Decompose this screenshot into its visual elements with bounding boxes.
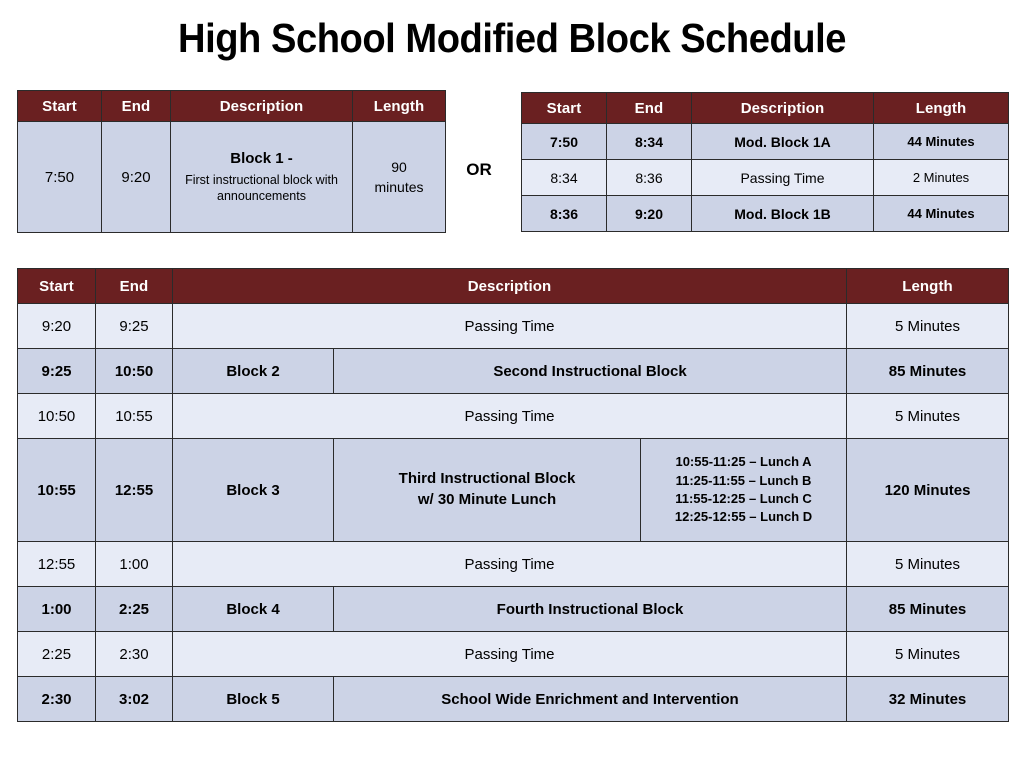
cell-description: Passing Time xyxy=(692,160,874,196)
table-row xyxy=(18,349,1009,394)
cell-end-time: 10:50 xyxy=(96,349,173,394)
column-header-start: Start xyxy=(522,93,607,124)
cell-start-time: 7:50 xyxy=(18,122,102,233)
cell-start-time: 12:55 xyxy=(18,542,96,587)
cell-end-time: 3:02 xyxy=(96,677,173,722)
cell-start-time: 2:30 xyxy=(18,677,96,722)
cell-description: Passing Time xyxy=(173,394,847,439)
table-row xyxy=(18,439,1009,542)
table-header-row xyxy=(18,91,446,122)
cell-end-time: 8:34 xyxy=(607,124,692,160)
cell-length xyxy=(353,122,446,233)
cell-description xyxy=(171,122,353,233)
cell-block-label: Block 5 xyxy=(173,677,334,722)
column-header-length: Length xyxy=(874,93,1009,124)
cell-end-time: 2:25 xyxy=(96,587,173,632)
cell-start-time: 7:50 xyxy=(522,124,607,160)
cell-start-time: 8:36 xyxy=(522,196,607,232)
table-row xyxy=(18,394,1009,439)
block-label: Block 1 - xyxy=(230,150,293,168)
cell-length: 5 Minutes xyxy=(847,542,1009,587)
description-line-2: w/ 30 Minute Lunch xyxy=(417,491,557,508)
cell-description: Passing Time xyxy=(173,542,847,587)
cell-start-time: 8:34 xyxy=(522,160,607,196)
cell-description xyxy=(334,439,641,542)
table-header-row xyxy=(18,269,1009,304)
length-unit: minutes xyxy=(374,179,424,195)
cell-start-time: 9:25 xyxy=(18,349,96,394)
description-line-1: Third Instructional Block xyxy=(398,470,576,488)
modified-block1-table xyxy=(521,92,1009,232)
lunch-d-row: 12:25-12:55 – Lunch D xyxy=(674,509,813,525)
lunch-c-row: 11:55-12:25 – Lunch C xyxy=(675,491,812,506)
cell-start-time: 9:20 xyxy=(18,304,96,349)
cell-end-time: 2:30 xyxy=(96,632,173,677)
table-row xyxy=(18,122,446,233)
cell-length: 85 Minutes xyxy=(847,349,1009,394)
cell-description: Passing Time xyxy=(173,632,847,677)
cell-start-time: 10:55 xyxy=(18,439,96,542)
table-row xyxy=(18,632,1009,677)
cell-length: 2 Minutes xyxy=(874,160,1009,196)
cell-description: Second Instructional Block xyxy=(334,349,847,394)
cell-block-label: Block 3 xyxy=(173,439,334,542)
cell-block-label: Block 2 xyxy=(173,349,334,394)
cell-end-time: 9:20 xyxy=(607,196,692,232)
lunch-b-row: 11:25-11:55 – Lunch B xyxy=(675,472,812,488)
table-row xyxy=(18,542,1009,587)
cell-start-time: 10:50 xyxy=(18,394,96,439)
cell-length: 44 Minutes xyxy=(874,124,1009,160)
cell-description: School Wide Enrichment and Intervention xyxy=(334,677,847,722)
main-schedule-table xyxy=(17,268,1009,722)
column-header-description: Description xyxy=(692,93,874,124)
cell-description: Fourth Instructional Block xyxy=(334,587,847,632)
cell-block-label: Block 4 xyxy=(173,587,334,632)
cell-length: 44 Minutes xyxy=(874,196,1009,232)
cell-start-time: 2:25 xyxy=(18,632,96,677)
cell-length: 85 Minutes xyxy=(847,587,1009,632)
cell-length: 32 Minutes xyxy=(847,677,1009,722)
column-header-start: Start xyxy=(18,91,102,122)
table-row xyxy=(18,587,1009,632)
table-row xyxy=(18,677,1009,722)
cell-length: 5 Minutes xyxy=(847,304,1009,349)
cell-end-time: 9:20 xyxy=(102,122,171,233)
cell-lunch-schedule xyxy=(641,439,847,542)
cell-end-time: 1:00 xyxy=(96,542,173,587)
column-header-end: End xyxy=(96,269,173,304)
column-header-description: Description xyxy=(173,269,847,304)
block-detail-text: First instructional block with announcements xyxy=(185,172,338,203)
cell-end-time: 10:55 xyxy=(96,394,173,439)
column-header-length: Length xyxy=(353,91,446,122)
column-header-end: End xyxy=(607,93,692,124)
cell-length: 5 Minutes xyxy=(847,394,1009,439)
table-row xyxy=(522,160,1009,196)
table-row xyxy=(522,196,1009,232)
cell-start-time: 1:00 xyxy=(18,587,96,632)
cell-description: Mod. Block 1A xyxy=(692,124,874,160)
column-header-end: End xyxy=(102,91,171,122)
column-header-description: Description xyxy=(171,91,353,122)
or-separator-label: OR xyxy=(466,160,492,179)
column-header-length: Length xyxy=(847,269,1009,304)
cell-end-time: 8:36 xyxy=(607,160,692,196)
cell-length: 120 Minutes xyxy=(847,439,1009,542)
lunch-a-row: 10:55-11:25 – Lunch A xyxy=(675,454,812,470)
table-row xyxy=(522,124,1009,160)
cell-description: Passing Time xyxy=(173,304,847,349)
cell-description: Mod. Block 1B xyxy=(692,196,874,232)
block1-schedule-table xyxy=(17,90,446,233)
cell-end-time: 12:55 xyxy=(96,439,173,542)
table-header-row xyxy=(522,93,1009,124)
table-row xyxy=(18,304,1009,349)
column-header-start: Start xyxy=(18,269,96,304)
length-value: 90 xyxy=(391,158,407,175)
cell-end-time: 9:25 xyxy=(96,304,173,349)
page-title: High School Modified Block Schedule xyxy=(177,15,847,61)
cell-length: 5 Minutes xyxy=(847,632,1009,677)
